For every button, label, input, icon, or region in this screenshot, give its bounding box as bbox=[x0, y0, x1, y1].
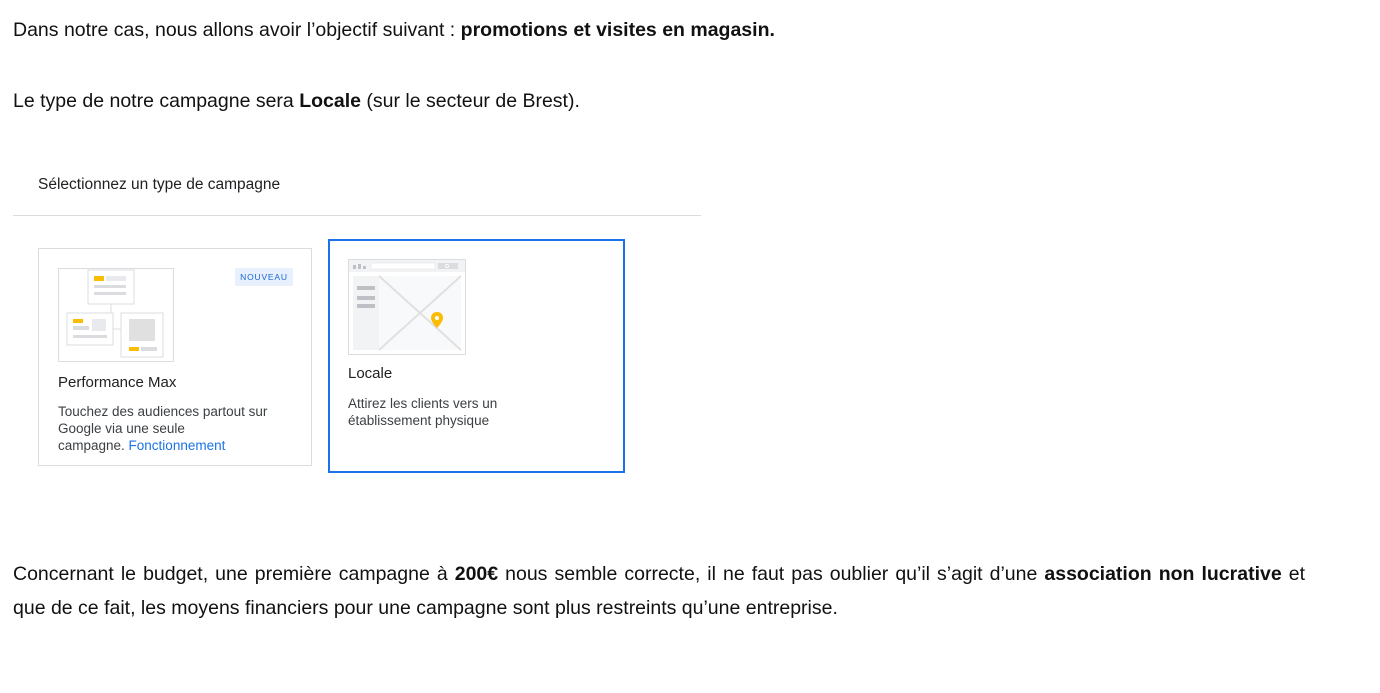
objective-bold: promotions et visites en magasin. bbox=[460, 19, 775, 41]
locale-title: Locale bbox=[348, 365, 393, 382]
performance-max-desc-text: campagne. bbox=[58, 438, 129, 453]
locale-card[interactable] bbox=[328, 239, 625, 473]
paragraph-budget bbox=[13, 557, 1305, 625]
local-map-icon bbox=[349, 260, 465, 354]
budget-text-2: nous semble correcte, il ne faut pas oublier qu’il s’agit d’une bbox=[498, 563, 1045, 585]
budget-text-1: Concernant le budget, une première campagne à bbox=[13, 563, 455, 585]
performance-max-illustration bbox=[58, 268, 174, 362]
panel-title: Sélectionnez un type de campagne bbox=[38, 176, 281, 193]
objective-text: Dans notre cas, nous allons avoir l’objectif suivant : bbox=[13, 19, 461, 41]
performance-max-card[interactable] bbox=[38, 248, 312, 466]
budget-amount: 200€ bbox=[454, 563, 499, 585]
performance-max-desc-line2: Google via une seule bbox=[58, 421, 185, 436]
performance-max-desc-line3 bbox=[58, 437, 298, 454]
locale-illustration bbox=[348, 259, 466, 355]
locale-description bbox=[348, 395, 588, 429]
new-badge: NOUVEAU bbox=[235, 268, 293, 286]
performance-max-description bbox=[58, 403, 298, 454]
campaign-type-text: Le type de notre campagne sera bbox=[13, 90, 300, 112]
campaign-type-text-end: (sur le secteur de Brest). bbox=[360, 90, 580, 112]
locale-desc-line2: établissement physique bbox=[348, 413, 490, 428]
panel-divider bbox=[13, 215, 701, 216]
performance-max-title: Performance Max bbox=[58, 374, 177, 391]
paragraph-campaign-type bbox=[13, 85, 580, 118]
locale-desc-line1: Attirez les clients vers un bbox=[348, 396, 498, 411]
association-bold: association non lucrative bbox=[1044, 563, 1282, 585]
performance-max-diagram-icon bbox=[59, 269, 173, 361]
fonctionnement-link[interactable]: Fonctionnement bbox=[128, 438, 226, 453]
campaign-type-bold: Locale bbox=[299, 90, 361, 112]
budget-text-3: et que de ce fait, les moyens financiers pour une campagne sont plus restreints qu’une entreprise. bbox=[13, 563, 1305, 619]
performance-max-desc-line1: Touchez des audiences partout sur bbox=[58, 404, 268, 419]
paragraph-objective bbox=[13, 14, 775, 47]
